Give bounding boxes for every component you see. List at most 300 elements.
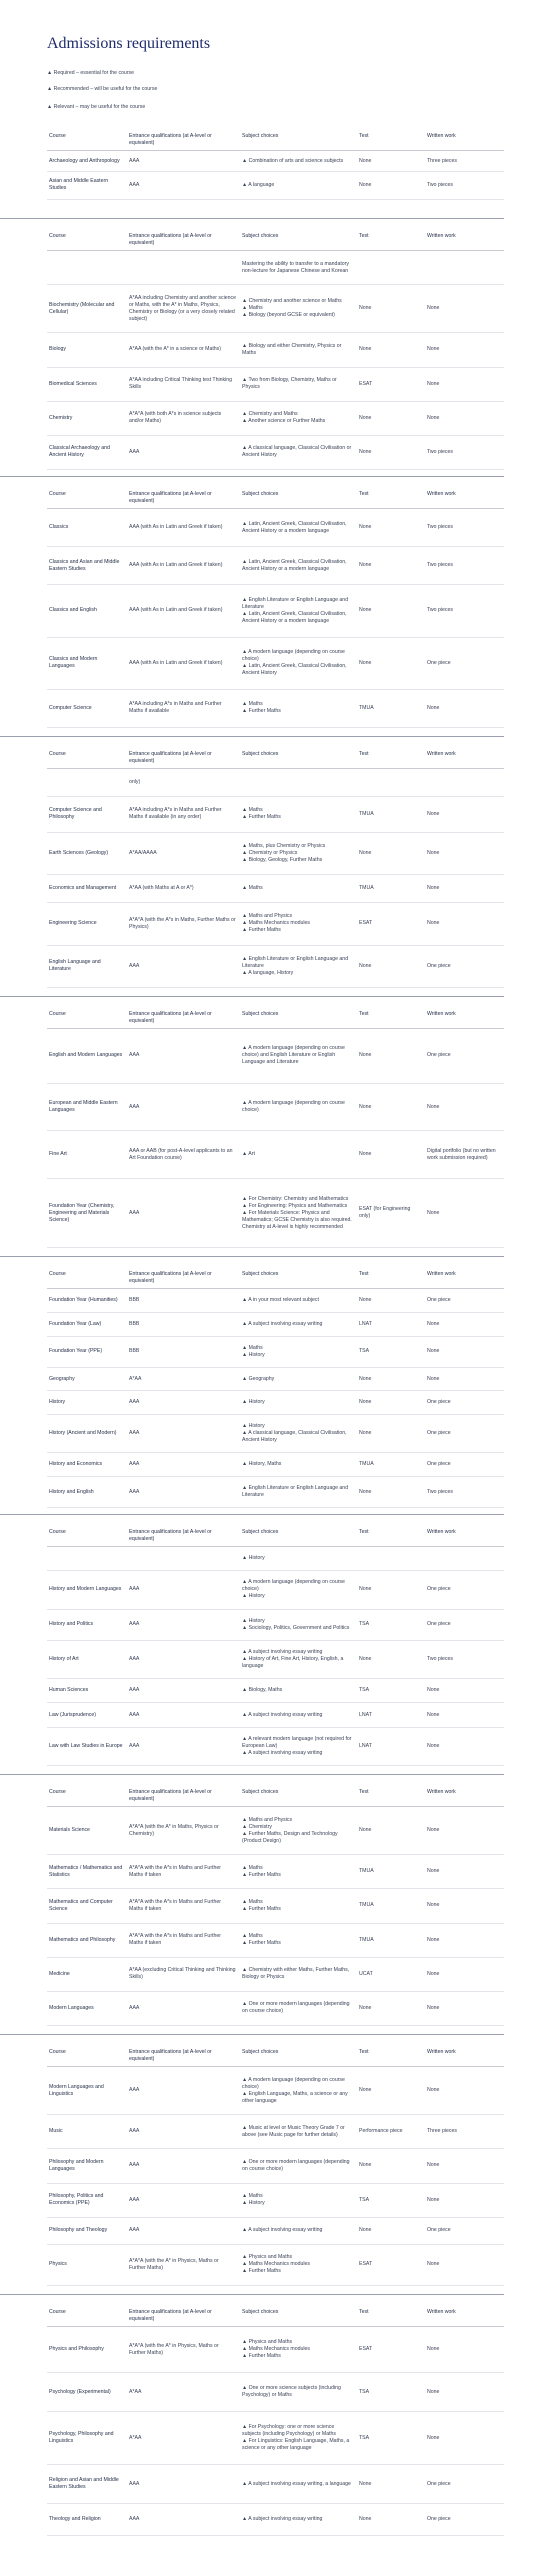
entrance-qualifications: AAA (127, 1453, 240, 1477)
subject-choice-item: ▲ Maths, plus Chemistry or Physics (242, 842, 326, 849)
table-row (47, 903, 504, 945)
header-course: Course (47, 1786, 127, 1807)
admissions-test: LNAT (357, 1703, 425, 1727)
subject-choice-item: ▲ Biology (beyond GCSE or equivalent) (242, 312, 335, 319)
course-name: Medicine (47, 1957, 127, 1991)
written-work: None (425, 367, 504, 401)
table-row (47, 1367, 504, 1391)
course-name: Geography (47, 1367, 127, 1391)
table-row (47, 1703, 504, 1727)
table-row (47, 1923, 504, 1957)
written-work: Two pieces (425, 585, 504, 637)
course-name: Biomedical Sciences (47, 367, 127, 401)
subject-choices (240, 1029, 357, 1084)
entrance-qualifications: A*AA/AAAA (127, 832, 240, 874)
subject-choices (240, 401, 357, 435)
subject-choice-item: ▲ Further Maths (242, 1905, 281, 1912)
subject-choice-item: ▲ Sociology, Politics, Government and Politics (242, 1624, 350, 1631)
admissions-test (357, 769, 425, 797)
entrance-qualifications: A*AA (127, 2412, 240, 2465)
subject-choice-item: ▲ A subject involving essay writing, a language (242, 2480, 351, 2487)
requirements-table (47, 1786, 504, 2026)
subject-choice-item: ▲ Maths (242, 305, 263, 312)
course-name: English and Modern Languages (47, 1029, 127, 1084)
admissions-test: None (357, 401, 425, 435)
requirements-section (47, 1268, 504, 1508)
subject-choice-item: ▲ One or more science subjects (including Psychology) or Maths (242, 2385, 341, 2399)
admissions-test: None (357, 1083, 425, 1131)
written-work: None (425, 2327, 504, 2373)
subject-choices (240, 2465, 357, 2504)
written-work: None (425, 2067, 504, 2115)
header-course: Course (47, 488, 127, 509)
subject-choice-item: ▲ History (242, 1555, 265, 1562)
table-row (47, 585, 504, 637)
subject-choice-item: ▲ A modern language (depending on course choice) (242, 1100, 345, 1114)
subject-choices (240, 1609, 357, 1640)
subject-choices (240, 874, 357, 902)
entrance-qualifications: A*AA (with the A* in a science or Maths) (127, 333, 240, 367)
subject-choice-item: ▲ Two from Biology, Chemistry, Maths or Physics (242, 377, 337, 391)
entrance-qualifications: A*A*A (with the A* in Maths, Physics or Chemistry) (127, 1807, 240, 1855)
subject-choice-item: ▲ One or more modern languages (depending on course choice) (242, 2001, 350, 2015)
written-work: None (425, 1703, 504, 1727)
written-work: One piece (425, 1289, 504, 1313)
written-work: One piece (425, 637, 504, 689)
subject-choice-item: ▲ A modern language (depending on course choice) and English Literature or English Language and Literature (242, 1045, 345, 1066)
subject-choice-item: ▲ History of Art, Fine Art, History, English, a language (242, 1656, 344, 1670)
subject-choices (240, 435, 357, 469)
requirements-table (47, 2046, 504, 2286)
header-test: Test (357, 1786, 425, 1807)
table-row (47, 1336, 504, 1367)
subject-choice-item: ▲ Maths Mechanics modules (242, 2261, 310, 2268)
subject-choices (240, 1679, 357, 1703)
table-row (47, 769, 504, 797)
header-course: Course (47, 748, 127, 769)
table-header-row (47, 2046, 504, 2067)
section-divider (0, 736, 504, 737)
course-name: Modern Languages and Linguistics (47, 2067, 127, 2115)
course-name: Law (Jurisprudence) (47, 1703, 127, 1727)
entrance-qualifications: AAA (127, 1029, 240, 1084)
header-entrance-qualifications: Entrance qualifications (at A-level or equivalent) (127, 2306, 240, 2327)
admissions-test: None (357, 547, 425, 585)
course-name: History and English (47, 1477, 127, 1508)
subject-choices (240, 1547, 357, 1571)
course-name: Mathematics and Philosophy (47, 1923, 127, 1957)
subject-choice-item: ▲ Latin, Ancient Greek, Classical Civilisation, Ancient History (242, 663, 347, 677)
table-row (47, 333, 504, 367)
subject-choices (240, 1703, 357, 1727)
header-subject-choices: Subject choices (240, 2046, 357, 2067)
written-work: One piece (425, 1571, 504, 1609)
subject-choice-item: ▲ Maths (242, 1864, 263, 1871)
course-name: Theology and Religion (47, 2504, 127, 2536)
admissions-test: None (357, 509, 425, 547)
subject-choices (240, 1312, 357, 1336)
requirements-section (47, 2306, 504, 2536)
subject-choice-item: ▲ Maths (242, 1933, 263, 1940)
section-divider (0, 2294, 504, 2295)
written-work: None (425, 1923, 504, 1957)
written-work: Two pieces (425, 547, 504, 585)
admissions-test: None (357, 1477, 425, 1508)
subject-choices (240, 2149, 357, 2183)
table-row (47, 797, 504, 832)
entrance-qualifications: AAA (127, 1477, 240, 1508)
entrance-qualifications: AAA (127, 1391, 240, 1415)
requirements-section (47, 1526, 504, 1766)
subject-choices (240, 1640, 357, 1678)
written-work: Three pieces (425, 151, 504, 172)
admissions-test: None (357, 151, 425, 172)
header-entrance-qualifications: Entrance qualifications (at A-level or equivalent) (127, 130, 240, 151)
header-written-work: Written work (425, 1786, 504, 1807)
course-name: Foundation Year (Humanities) (47, 1289, 127, 1313)
subject-choices (240, 2327, 357, 2373)
table-row (47, 172, 504, 200)
entrance-qualifications: AAA (127, 2149, 240, 2183)
course-name: History of Art (47, 1640, 127, 1678)
table-row (47, 285, 504, 333)
admissions-test: None (357, 1571, 425, 1609)
course-name: Classical Archaeology and Ancient History (47, 435, 127, 469)
header-entrance-qualifications: Entrance qualifications (at A-level or equivalent) (127, 1526, 240, 1547)
written-work: Two pieces (425, 1477, 504, 1508)
header-entrance-qualifications: Entrance qualifications (at A-level or equivalent) (127, 1008, 240, 1029)
entrance-qualifications: AAA (127, 172, 240, 200)
header-course: Course (47, 2306, 127, 2327)
subject-choices (240, 1453, 357, 1477)
written-work: None (425, 797, 504, 832)
subject-choice-item: ▲ A subject involving essay writing (242, 2227, 323, 2234)
table-row (47, 2412, 504, 2465)
course-name: Philosophy, Politics and Economics (PPE) (47, 2183, 127, 2217)
admissions-test: None (357, 945, 425, 987)
header-subject-choices: Subject choices (240, 230, 357, 251)
subject-choice-item: ▲ Combination of arts and science subjects (242, 157, 344, 164)
admissions-test: None (357, 435, 425, 469)
header-written-work: Written work (425, 2046, 504, 2067)
course-name: History and Politics (47, 1609, 127, 1640)
subject-choices (240, 1131, 357, 1179)
course-name: Classics (47, 509, 127, 547)
table-row (47, 1415, 504, 1453)
table-row (47, 1083, 504, 1131)
requirements-section (47, 748, 504, 988)
header-test: Test (357, 2046, 425, 2067)
subject-choice-item: ▲ For Chemistry: Chemistry and Mathematics (242, 1195, 349, 1202)
requirements-section (47, 230, 504, 470)
entrance-qualifications: A*AA (with Maths at A or A*) (127, 874, 240, 902)
course-name: History (Ancient and Modern) (47, 1415, 127, 1453)
written-work: None (425, 1807, 504, 1855)
written-work: Two pieces (425, 1640, 504, 1678)
subject-choice-item: ▲ A in your most relevant subject (242, 1296, 319, 1303)
written-work (425, 769, 504, 797)
header-entrance-qualifications: Entrance qualifications (at A-level or equivalent) (127, 1268, 240, 1289)
course-name: Music (47, 2115, 127, 2149)
table-row (47, 1029, 504, 1084)
header-written-work: Written work (425, 1268, 504, 1289)
subject-choice-item: ▲ Maths and Physics (242, 1816, 293, 1823)
requirements-section (47, 1008, 504, 1248)
entrance-qualifications: AAA (with As in Latin and Greek if taken) (127, 585, 240, 637)
course-name: Physics and Philosophy (47, 2327, 127, 2373)
table-row (47, 1609, 504, 1640)
course-name: Foundation Year (PPE) (47, 1336, 127, 1367)
admissions-test: None (357, 1289, 425, 1313)
subject-choice-item: ▲ A subject involving essay writing (242, 1320, 323, 1327)
written-work: None (425, 1312, 504, 1336)
subject-choice-item: ▲ History (242, 2200, 265, 2207)
admissions-test: LNAT (357, 1312, 425, 1336)
entrance-qualifications: AAA (127, 1703, 240, 1727)
written-work: None (425, 1679, 504, 1703)
table-row (47, 874, 504, 902)
table-row (47, 401, 504, 435)
subject-choices (240, 509, 357, 547)
header-subject-choices: Subject choices (240, 1008, 357, 1029)
subject-choice-item: ▲ Geography (242, 1375, 275, 1382)
section-divider (0, 1256, 504, 1257)
subject-choice-item: ▲ Another science or Further Maths (242, 418, 326, 425)
course-name: Earth Sciences (Geology) (47, 832, 127, 874)
table-header-row (47, 1008, 504, 1029)
course-name: Physics (47, 2244, 127, 2285)
subject-choice-item: ▲ A subject involving essay writing (242, 2515, 323, 2522)
entrance-qualifications: A*A*A (with the A* in Physics, Maths or Further Maths) (127, 2244, 240, 2285)
course-name: Computer Science (47, 689, 127, 727)
header-written-work: Written work (425, 1008, 504, 1029)
subject-choice-item: ▲ Maths (242, 1898, 263, 1905)
subject-choices (240, 637, 357, 689)
admissions-test: LNAT (357, 1727, 425, 1765)
table-header-row (47, 1526, 504, 1547)
subject-choice-item: ▲ Further Maths (242, 927, 281, 934)
entrance-qualifications (127, 251, 240, 285)
written-work: One piece (425, 945, 504, 987)
course-name: History (47, 1391, 127, 1415)
subject-choice-item: ▲ History (242, 1593, 265, 1600)
course-name: Biology (47, 333, 127, 367)
entrance-qualifications: A*AA including A*s in Maths and Further Maths if available (in any order) (127, 797, 240, 832)
requirements-table (47, 1526, 504, 1766)
table-row (47, 2373, 504, 2412)
subject-choices (240, 2217, 357, 2244)
table-row (47, 1131, 504, 1179)
subject-choices (240, 903, 357, 945)
entrance-qualifications: A*AA including Critical Thinking test Thinking Skills (127, 367, 240, 401)
admissions-test: None (357, 333, 425, 367)
subject-choices (240, 1991, 357, 2025)
table-row (47, 2504, 504, 2536)
admissions-test: TMUA (357, 874, 425, 902)
admissions-test: None (357, 285, 425, 333)
table-row (47, 1957, 504, 1991)
legend-item: ▲ Recommended – will be useful for the course (47, 86, 158, 92)
section-divider (0, 218, 504, 219)
written-work: One piece (425, 1453, 504, 1477)
subject-choice-item: ▲ One or more modern languages (depending on course choice) (242, 2158, 350, 2172)
admissions-test: ESAT (357, 2327, 425, 2373)
admissions-test: None (357, 1415, 425, 1453)
header-test: Test (357, 1268, 425, 1289)
admissions-test: TMUA (357, 689, 425, 727)
entrance-qualifications: AAA (with As in Latin and Greek if taken) (127, 509, 240, 547)
section-divider (0, 996, 504, 997)
subject-choice-item: ▲ Art (242, 1151, 255, 1158)
subject-choice-item: ▲ Chemistry and Maths (242, 411, 298, 418)
subject-choice-item: ▲ English Literature or English Language and Literature (242, 955, 349, 969)
admissions-test: None (357, 585, 425, 637)
subject-choice-item: ▲ History (242, 1423, 265, 1430)
subject-choices (240, 1889, 357, 1923)
header-test: Test (357, 1526, 425, 1547)
table-row (47, 435, 504, 469)
course-name: Foundation Year (Law) (47, 1312, 127, 1336)
subject-choice-item: ▲ Chemistry or Physics (242, 849, 298, 856)
course-name: Philosophy and Modern Languages (47, 2149, 127, 2183)
subject-choices (240, 1477, 357, 1508)
written-work: Three pieces (425, 2115, 504, 2149)
course-name: History and Modern Languages (47, 1571, 127, 1609)
admissions-test: TMUA (357, 797, 425, 832)
header-course: Course (47, 130, 127, 151)
subject-choice-item: ▲ A language (242, 181, 275, 188)
header-written-work: Written work (425, 1526, 504, 1547)
admissions-test: None (357, 2067, 425, 2115)
table-header-row (47, 748, 504, 769)
admissions-test: None (357, 1131, 425, 1179)
admissions-test: None (357, 2217, 425, 2244)
subject-choices (240, 1391, 357, 1415)
entrance-qualifications: A*A*A with the A*s in Maths and Further Maths if taken (127, 1889, 240, 1923)
header-course: Course (47, 230, 127, 251)
header-subject-choices: Subject choices (240, 488, 357, 509)
subject-choice-item: ▲ A classical language, Classical Civilisation, Ancient History (242, 1430, 347, 1444)
subject-choices (240, 2244, 357, 2285)
written-work: One piece (425, 2465, 504, 2504)
entrance-qualifications: A*A*A (with the A* in Physics, Maths or Further Maths) (127, 2327, 240, 2373)
entrance-qualifications: AAA (127, 945, 240, 987)
subject-choice-item: ▲ A modern language (depending on course choice) (242, 2076, 345, 2090)
written-work: None (425, 1957, 504, 1991)
subject-choice-item: ▲ Chemistry with either Maths, Further Maths, Biology or Physics (242, 1967, 350, 1981)
table-row (47, 945, 504, 987)
subject-choice-item: ▲ Chemistry and another science or Maths (242, 298, 342, 305)
course-name: Philosophy and Theology (47, 2217, 127, 2244)
subject-choice-item: ▲ English Language, Maths, a science or any other language (242, 2090, 348, 2104)
subject-choice-item: Mastering the ability to transfer to a mandatory non-lecture for Japanese Chinese and Korean (242, 260, 349, 274)
entrance-qualifications: AAA (with As in Latin and Greek if taken) (127, 637, 240, 689)
subject-choice-item: ▲ History (242, 1351, 265, 1358)
admissions-test: ESAT (357, 367, 425, 401)
header-entrance-qualifications: Entrance qualifications (at A-level or equivalent) (127, 748, 240, 769)
written-work: None (425, 1179, 504, 1248)
section-divider (0, 2034, 504, 2035)
course-name: Engineering Science (47, 903, 127, 945)
written-work: None (425, 689, 504, 727)
written-work: None (425, 2412, 504, 2465)
course-name: European and Middle Eastern Languages (47, 1083, 127, 1131)
admissions-test: None (357, 2149, 425, 2183)
subject-choices (240, 689, 357, 727)
header-written-work: Written work (425, 748, 504, 769)
written-work: Digital portfolio (but no written work submission required) (425, 1131, 504, 1179)
table-row (47, 1179, 504, 1248)
header-subject-choices: Subject choices (240, 130, 357, 151)
entrance-qualifications: AAA (127, 1415, 240, 1453)
entrance-qualifications: AAA (127, 1991, 240, 2025)
written-work: None (425, 1855, 504, 1889)
subject-choices (240, 1957, 357, 1991)
course-name: Psychology (Experimental) (47, 2373, 127, 2412)
subject-choices (240, 547, 357, 585)
subject-choices (240, 1336, 357, 1367)
header-course: Course (47, 1268, 127, 1289)
course-name: History and Economics (47, 1453, 127, 1477)
admissions-test: None (357, 1640, 425, 1678)
section-divider (0, 1514, 504, 1515)
header-written-work: Written work (425, 2306, 504, 2327)
admissions-test: None (357, 1807, 425, 1855)
table-row (47, 1453, 504, 1477)
written-work: None (425, 874, 504, 902)
table-row (47, 1571, 504, 1609)
admissions-test: None (357, 637, 425, 689)
subject-choices (240, 285, 357, 333)
table-row (47, 2183, 504, 2217)
admissions-test: TMUA (357, 1855, 425, 1889)
entrance-qualifications: AAA (with As in Latin and Greek if taken) (127, 547, 240, 585)
admissions-test: TSA (357, 1679, 425, 1703)
written-work: None (425, 285, 504, 333)
table-header-row (47, 130, 504, 151)
written-work: One piece (425, 1391, 504, 1415)
table-row (47, 1547, 504, 1571)
subject-choice-item: ▲ A modern language (depending on course choice) (242, 1579, 345, 1593)
course-name: Classics and Modern Languages (47, 637, 127, 689)
subject-choice-item: ▲ For Psychology: one or more science subjects (including Psychology) or Maths (242, 2423, 336, 2437)
subject-choice-item: ▲ History (242, 1399, 265, 1406)
header-subject-choices: Subject choices (240, 1268, 357, 1289)
subject-choice-item: ▲ Further Maths, Design and Technology (Product Design) (242, 1830, 338, 1844)
course-name (47, 251, 127, 285)
course-name: Fine Art (47, 1131, 127, 1179)
subject-choices (240, 2504, 357, 2536)
entrance-qualifications: AAA (127, 2067, 240, 2115)
subject-choice-item: ▲ Maths Mechanics modules (242, 920, 310, 927)
subject-choice-item: ▲ Biology and either Chemistry, Physics or Maths (242, 342, 342, 356)
course-name: Mathematics / Mathematics and Statistics (47, 1855, 127, 1889)
table-row (47, 2244, 504, 2285)
header-written-work: Written work (425, 130, 504, 151)
subject-choice-item: ▲ Maths (242, 1344, 263, 1351)
admissions-test (357, 1547, 425, 1571)
subject-choices (240, 797, 357, 832)
header-subject-choices: Subject choices (240, 1526, 357, 1547)
subject-choice-item: ▲ Latin, Ancient Greek, Classical Civilisation, Ancient History or a modern language (242, 558, 347, 572)
entrance-qualifications: BBB (127, 1336, 240, 1367)
admissions-test: UCAT (357, 1957, 425, 1991)
subject-choices (240, 1179, 357, 1248)
subject-choice-item: ▲ A subject involving essay writing (242, 1649, 323, 1655)
table-row (47, 2327, 504, 2373)
subject-choice-item: ▲ Chemistry (242, 1823, 272, 1830)
course-name: Archaeology and Anthropology (47, 151, 127, 172)
